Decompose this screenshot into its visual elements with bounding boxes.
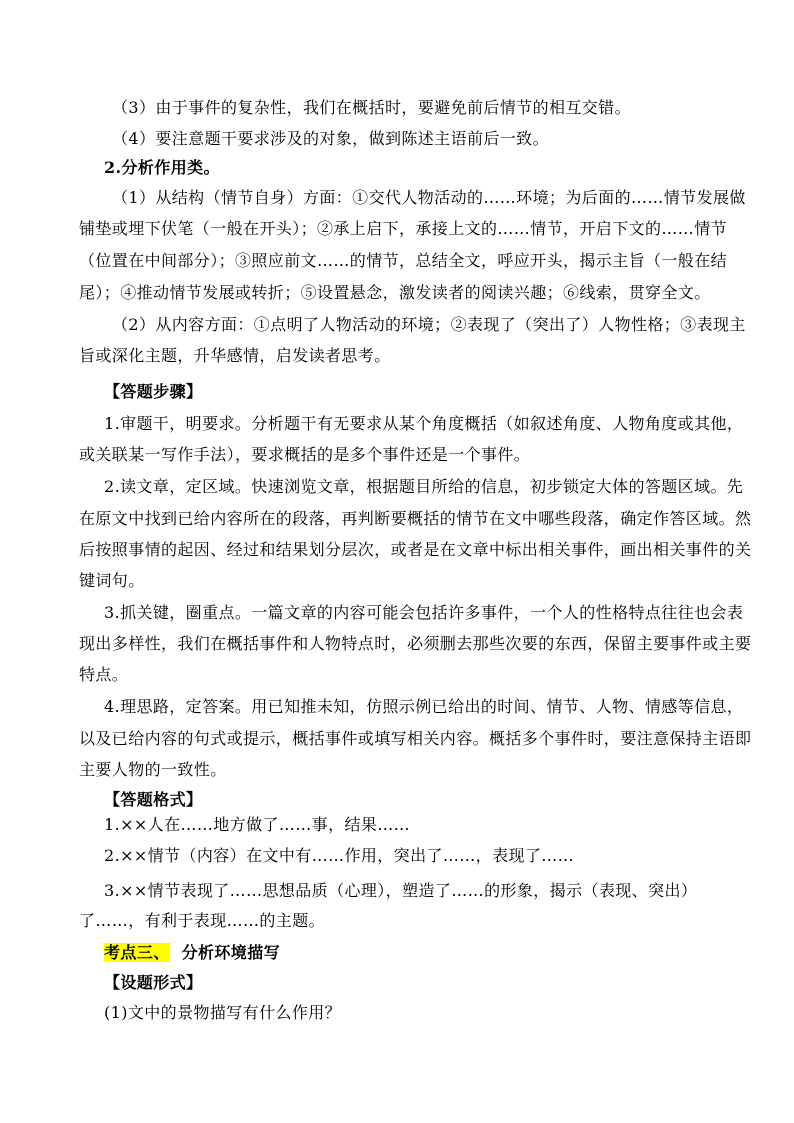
step-4-line-2: 以及已给内容的句式或提示，概括事件或填写相关内容。概括多个事件时，要注意保持主语即: [79, 729, 752, 748]
format-item-1: 1.××人在……地方做了……事，结果……: [104, 815, 411, 834]
paragraph-structure-line-4: 尾）；④推动情节发展或转折；⑤设置悬念，激发读者的阅读兴趣；⑥线索，贯穿全文。: [79, 283, 711, 302]
paragraph-structure-line-1: （1）从结构（情节自身）方面：①交代人物活动的……环境；为后面的……情节发展做: [112, 188, 746, 207]
answer-format-heading: 【答题格式】: [104, 790, 203, 809]
kaodian-label: 考点三、: [104, 943, 170, 962]
section-heading-analysis: 2.分析作用类。: [104, 158, 220, 177]
step-2-line-1: 2.读文章，定区域。快速浏览文章，根据题目所给的信息，初步锁定大体的答题区域。先: [104, 477, 744, 496]
kaodian-heading: [104, 943, 280, 963]
step-2-line-4: 键词句。: [79, 571, 145, 590]
step-1-line-1: 1.审题干，明要求。分析题干有无要求从某个角度概括（如叙述角度、人物角度或其他，: [104, 414, 744, 433]
step-3-line-3: 特点。: [79, 665, 129, 684]
paragraph-content-line-2: 旨或深化主题，升华感情，启发读者思考。: [79, 346, 391, 365]
format-item-3-line-2: 了……，有利于表现……的主题。: [79, 911, 326, 930]
step-3-line-1: 3.抓关键，圈重点。一篇文章的内容可能会包括许多事件，一个人的性格特点往往也会表: [104, 603, 744, 622]
step-4-line-3: 主要人物的一致性。: [79, 760, 227, 779]
paragraph-structure-line-3: （位置在中间部分）；③照应前文……的情节，总结全文，呼应开头，揭示主旨（一般在结: [79, 251, 728, 270]
step-3-line-2: 现出多样性，我们在概括事件和人物特点时，必须删去那些次要的东西，保留主要事件或主要: [79, 634, 752, 653]
paragraph-structure-line-2: 铺垫或埋下伏笔（一般在开头）；②承上启下，承接上文的……情节，开启下文的……情节: [79, 219, 728, 238]
step-4-line-1: 4.理思路，定答案。用已知推未知，仿照示例已给出的时间、情节、人物、情感等信息，: [104, 697, 744, 716]
answer-steps-heading: 【答题步骤】: [104, 382, 203, 401]
step-1-line-2: 或关联某一写作手法），要求概括的是多个事件还是一个事件。: [79, 445, 531, 464]
kaodian-title: 分析环境描写: [181, 943, 281, 962]
paragraph-content-line-1: （2）从内容方面：①点明了人物活动的环境；②表现了（突出了）人物性格；③表现主: [112, 315, 746, 334]
paragraph-item-4: （4）要注意题干要求涉及的对象，做到陈述主语前后一致。: [112, 129, 549, 148]
step-2-line-3: 后按照事情的起因、经过和结果划分层次，或者是在文章中标出相关事件，画出相关事件的关: [79, 540, 752, 559]
question-form-item-1: (1)文中的景物描写有什么作用？: [104, 1003, 342, 1022]
step-2-line-2: 在原文中找到已给内容所在的段落，再判断要概括的情节在文中哪些段落，确定作答区域。然: [79, 509, 752, 528]
question-form-heading: 【设题形式】: [104, 973, 203, 992]
format-item-3-line-1: 3.××情节表现了……思想品质（心理），塑造了……的形象，揭示（表现、突出）: [104, 881, 698, 900]
paragraph-item-3: （3）由于事件的复杂性，我们在概括时，要避免前后情节的相互交错。: [112, 98, 631, 117]
format-item-2: 2.××情节（内容）在文中有……作用，突出了……，表现了……: [104, 846, 575, 865]
